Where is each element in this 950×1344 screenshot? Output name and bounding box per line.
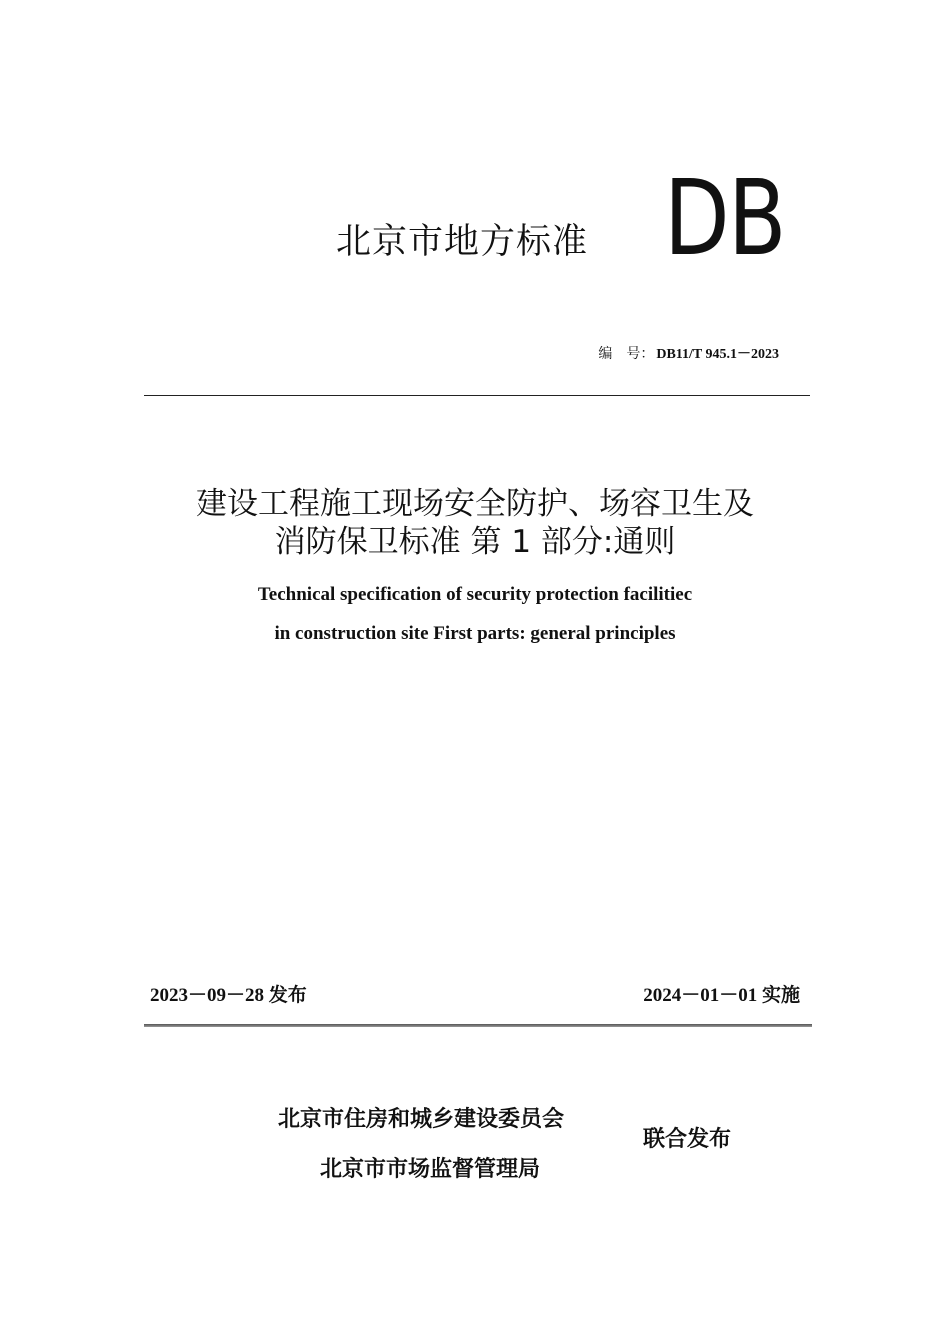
db-logo: DB [664,157,785,279]
joint-issue-label: 联合发布 [643,1127,732,1152]
implementation-date: 2024－01－01 实施 [643,985,800,1006]
top-divider [144,395,810,396]
issue-date: 2023－09－28 发布 [150,985,307,1006]
english-title-line-2: in construction site First parts: general principles [274,623,676,644]
chinese-title-line-1: 建设工程施工现场安全防护、场容卫生及 [196,486,754,522]
chinese-title [0,485,950,561]
standard-code-value: DB11/T 945.1－2023 [656,347,779,362]
english-title [0,575,950,653]
english-title-line-1: Technical specification of security protection facilitiec [257,584,693,605]
issuer-market-regulation: 北京市市场监督管理局 [320,1157,541,1182]
standard-type-title: 北京市地方标准 [336,222,589,262]
issuer-housing-commission: 北京市住房和城乡建设委员会 [278,1107,565,1132]
bottom-divider [144,1024,812,1027]
standard-code [598,343,779,363]
chinese-title-line-2: 消防保卫标准 第 1 部分:通则 [274,524,676,560]
standard-code-label: 编 号： [598,346,655,362]
